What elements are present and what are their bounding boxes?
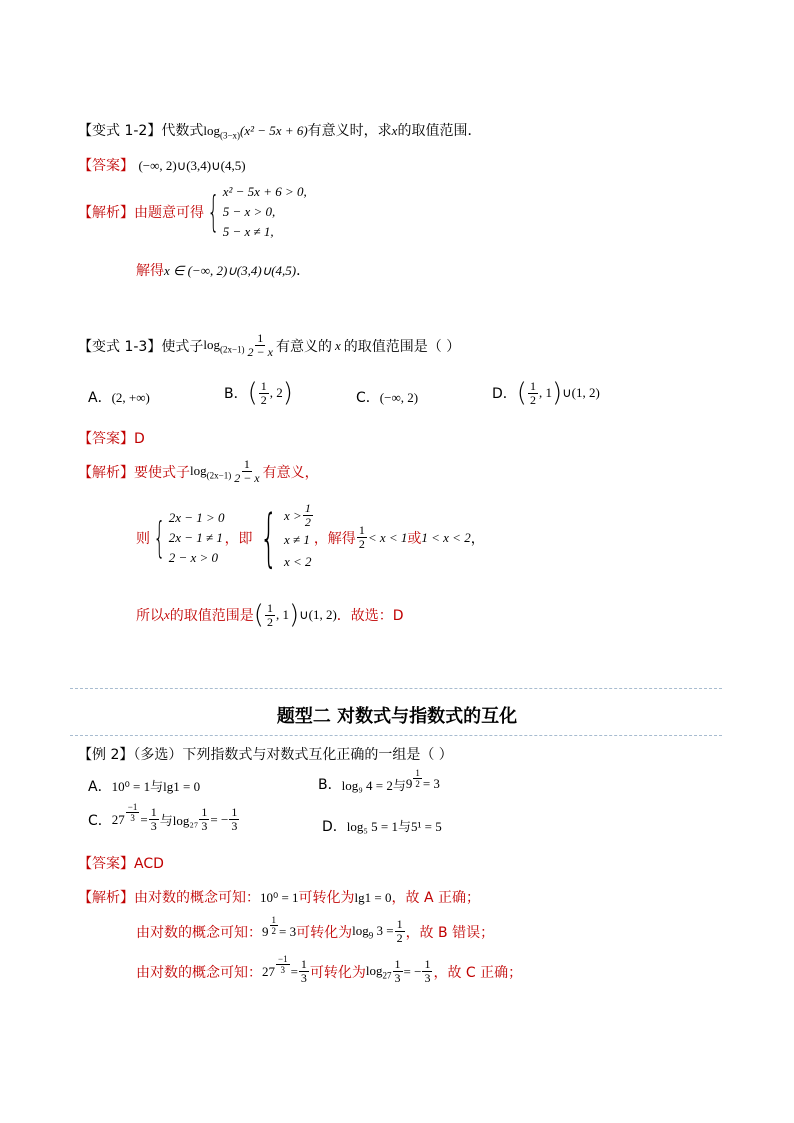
inequality-system: { x² − 5x + 6 > 0, 5 − x > 0, 5 − x ≠ 1, (207, 184, 307, 239)
variant-tag: 【变式 1-3】 (78, 338, 162, 355)
section-title: 题型二 对数式与指数式的互化 (276, 706, 518, 727)
variant-1-2-solution: 解得x ∈ (−∞, 2)∪(3,4)∪(4,5)． (136, 263, 311, 279)
variant-1-3-conclusion: 所以 x 的取值范围是 ( $\frac{1}{2}$ , 1 ) ∪(1, 2) ．故选：D (136, 600, 404, 630)
variant-1-2-answer: 【答案】 (−∞, 2)∪(3,4)∪(4,5) (78, 158, 246, 174)
variant-1-3-analysis: 【解析】 要使式子 $\log_{(2x-1)}$ $\frac{1}{2 - x}$ 有意义， (78, 457, 319, 485)
inequality-system-2: { x > $\frac{1}{2}$ x ≠ 1 x < 2 (259, 500, 312, 574)
example-2-question: 【例 2】（多选）下列指数式与对数式互化正确的一组是（ ） (78, 747, 453, 763)
analysis-tag: 【解析】 (78, 205, 134, 221)
option-c: C．(−∞, 2) (356, 390, 419, 406)
example-2-option-b: B． log₉ 4 = 2与 9 $\frac{1}{2}$ = 3 (318, 767, 440, 793)
example-2-option-c: C． 27 $\frac{-1}{3}$ = $\frac{1}{3}$ 与log₂₇ $\frac{1}{3}$ = − $\frac{1}{3}$ (88, 802, 238, 833)
example-2-answer: 【答案】ACD (78, 856, 164, 872)
example-2-analysis-line-2: 由对数的概念可知： 9 $\frac{1}{2}$ = 3 可转化为 $\log_9 3$ = $\frac{1}{2}$ ，故 B 错误； (136, 915, 495, 945)
variant-1-2-question: 【变式 1-2】代数式$\log_{(3-x)}(x^2 - 5x + 6)$有意义时，求x的取值范围． (78, 123, 482, 141)
example-2-option-d: D．log₅ 5 = 1与5¹ = 5 (322, 819, 442, 835)
variant-1-3-system: 则 { 2x − 1 > 0 2x − 1 ≠ 1 2 − x > 0 ，即 { x > $\frac{1}{2}$ x ≠ 1 x < 2 ，解得 $\frac{1}{2}$ < x < 1 或 1 < x < 2 ， (136, 500, 485, 574)
section-divider-bottom (70, 735, 722, 736)
option-a: A．(2, +∞) (88, 390, 150, 406)
variant-1-3-question: 【变式 1-3】 使式子 $\log_{(2x-1)}$ $\frac{1}{2 - x}$ 有意义的 x 的取值范围是（ ） (78, 331, 461, 359)
option-b: B． ( $\frac{1}{2}$ , 2 ) (224, 378, 293, 408)
section-divider-top (70, 688, 722, 689)
example-2-analysis-line-1: 【解析】由对数的概念可知：10⁰ = 1可转化为lg1 = 0，故 A 正确； (78, 890, 480, 906)
variant-1-3-answer: 【答案】D (78, 431, 145, 447)
example-2-option-a: A．10⁰ = 1与lg1 = 0 (88, 779, 201, 795)
option-d: D． ( $\frac{1}{2}$ , 1 ) ∪(1, 2) (492, 378, 600, 408)
variant-1-2-analysis: 【解析】 由题意可得 { x² − 5x + 6 > 0, 5 − x > 0, 5 − x ≠ 1, (78, 182, 307, 242)
example-2-analysis-line-3: 由对数的概念可知： 27 $\frac{-1}{3}$ = $\frac{1}{3}$ 可转化为 $\log_{27}$ $\frac{1}{3}$ = − $\frac{1}{3}$ ，故 C 正确； (136, 954, 523, 985)
variant-tag: 【变式 1-2】 (78, 123, 162, 139)
inequality-system-1: { 2x − 1 > 0 2x − 1 ≠ 1 2 − x > 0 (153, 509, 225, 565)
fraction: $\frac{1}{2 - x}$ (247, 331, 273, 359)
answer-tag: 【答案】 (78, 158, 134, 174)
